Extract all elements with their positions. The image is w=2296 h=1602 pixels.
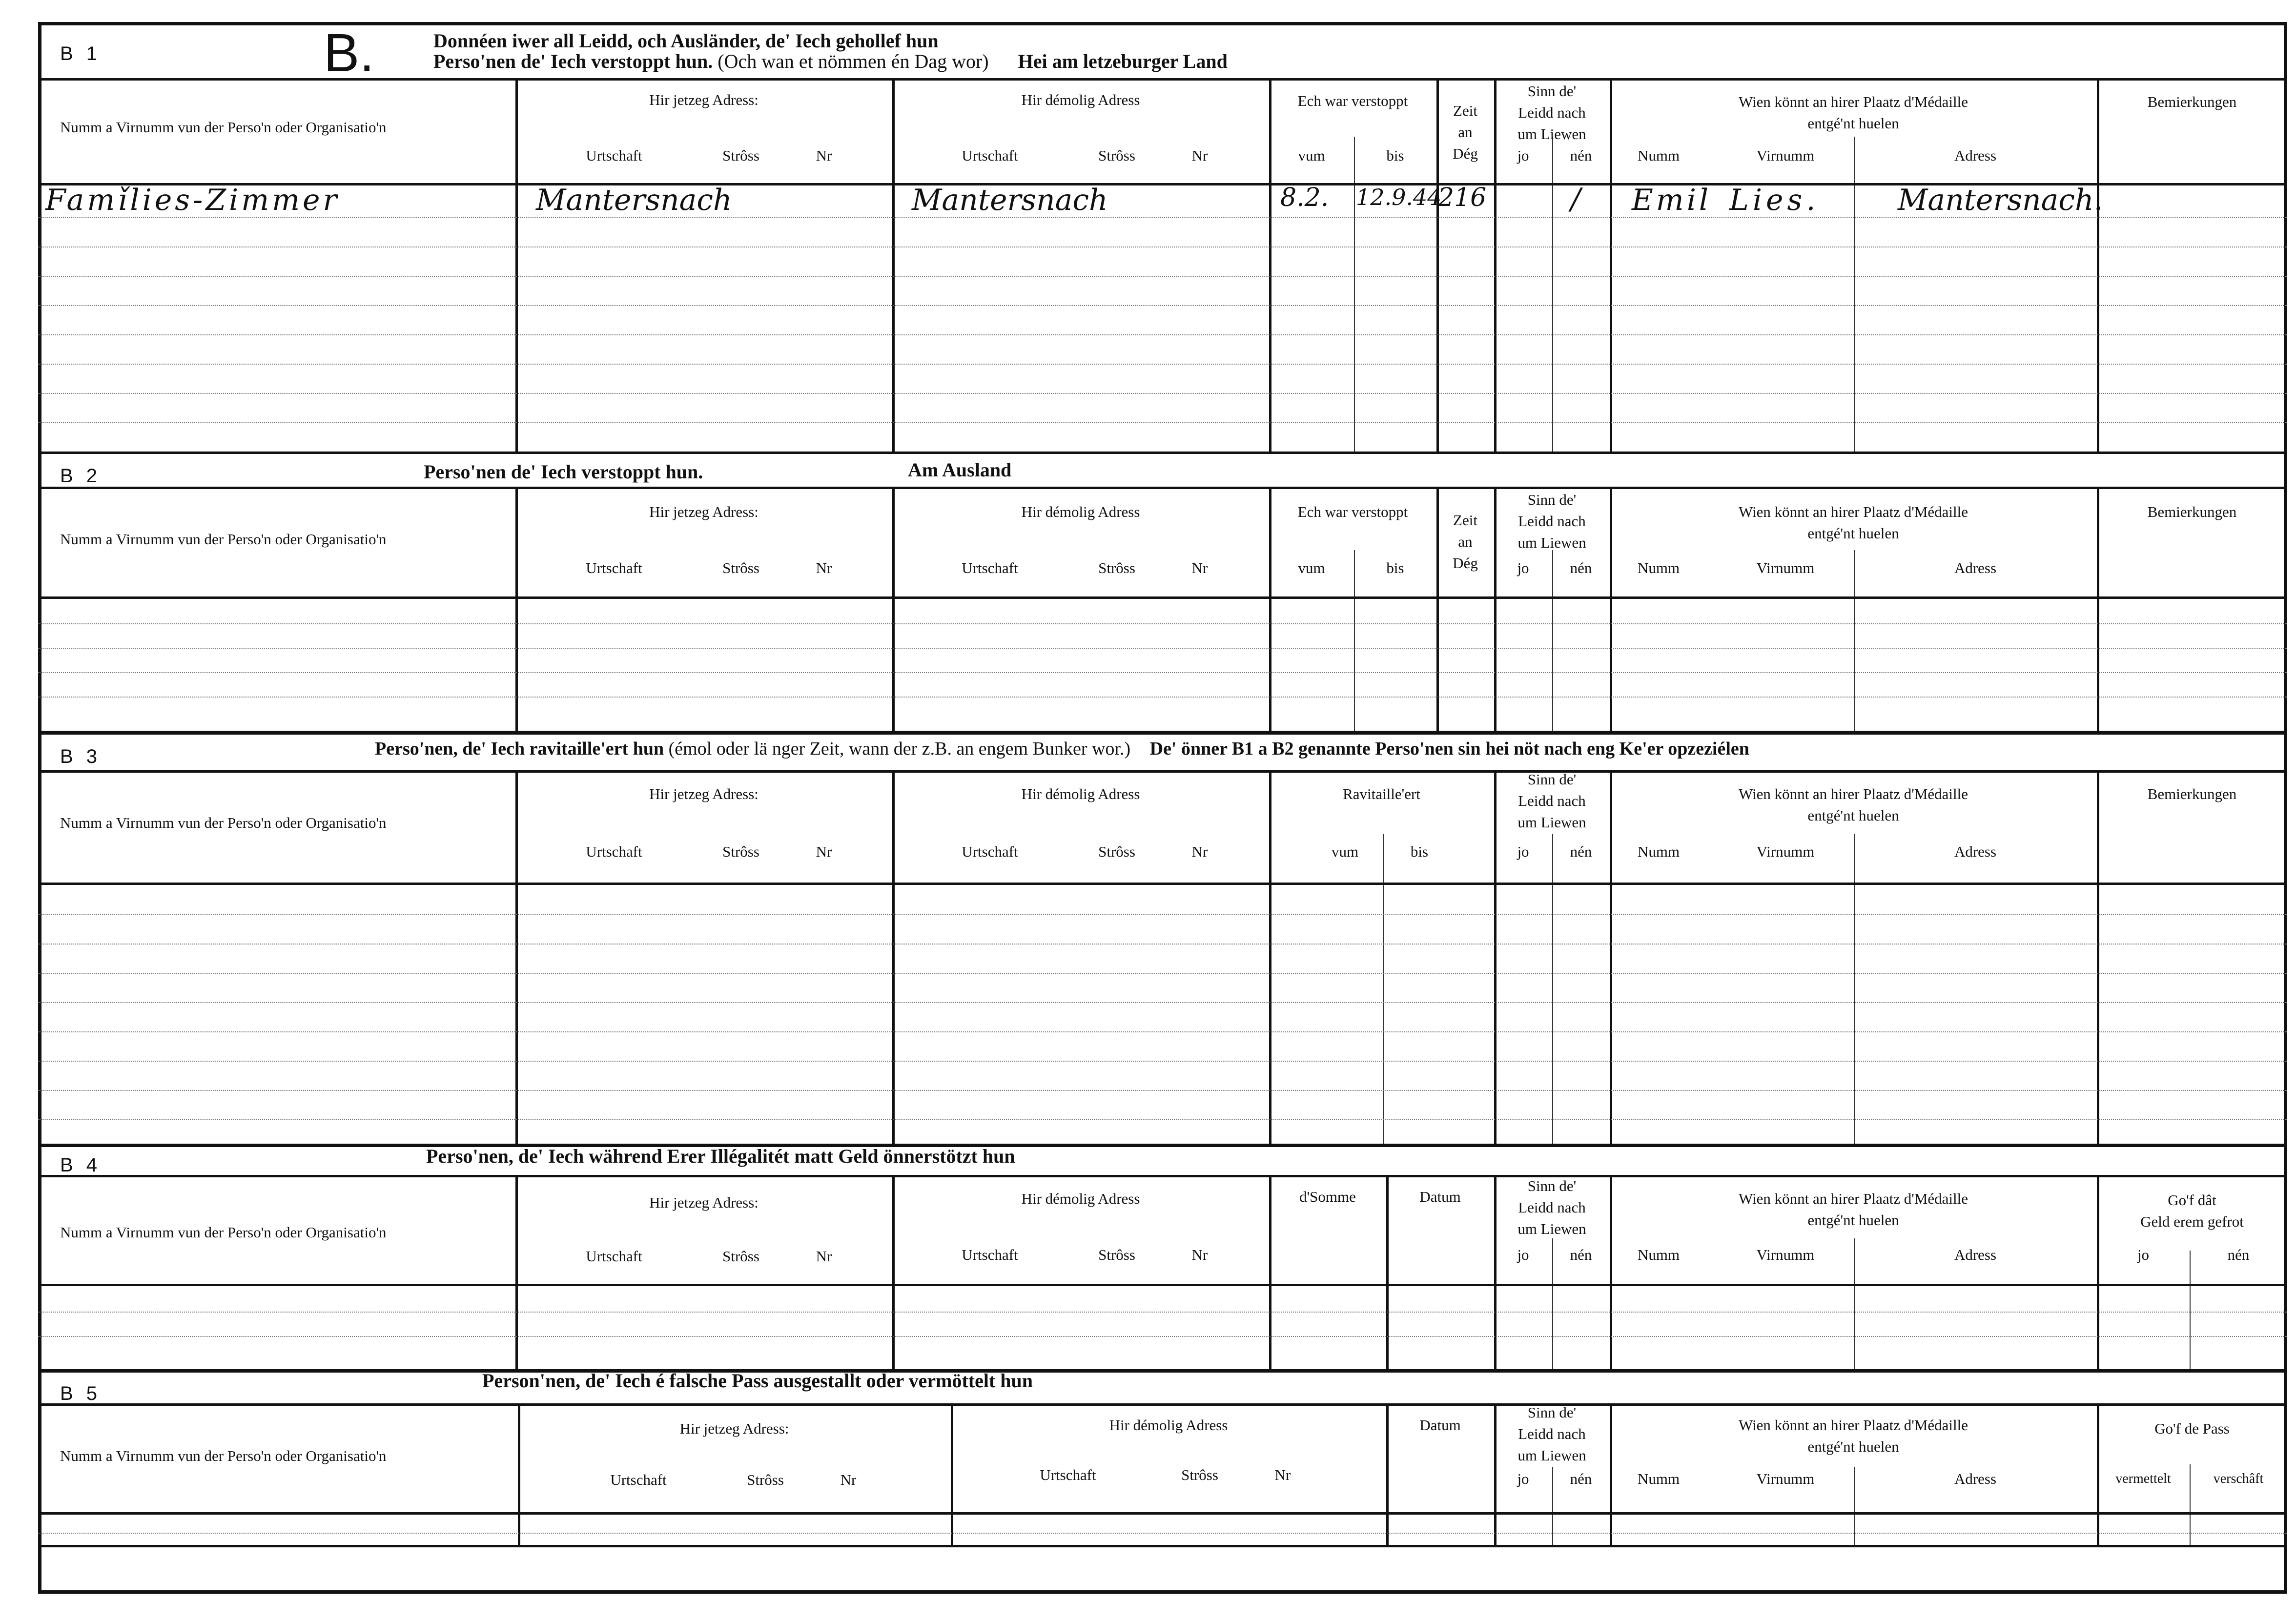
header-former-address: Hir démolig Adress xyxy=(1021,785,1140,802)
header-verschaft: verschâft xyxy=(2213,1471,2264,1486)
header-stross: Strôss xyxy=(1098,147,1135,164)
header-risk-l2: Leidd nach xyxy=(1518,1425,1586,1442)
section-code-b5: B 5 xyxy=(60,1383,102,1404)
section-title-b1-tail: Hei am letzeburger Land xyxy=(1018,50,1228,72)
header-nr: Nr xyxy=(816,559,832,576)
header-pass: Go'f de Pass xyxy=(2154,1420,2230,1437)
divider xyxy=(2097,773,2099,1144)
divider xyxy=(892,489,895,731)
header-risk xyxy=(1494,769,1610,833)
header-hidden: Ech war verstoppt xyxy=(1297,92,1408,109)
table-b4 xyxy=(38,1175,2287,1373)
header-numm: Numm xyxy=(1637,1246,1680,1263)
row-line xyxy=(38,648,2287,649)
header-adress: Adress xyxy=(1954,147,1997,164)
divider xyxy=(2097,81,2099,452)
header-nr: Nr xyxy=(1274,1466,1291,1483)
header-stross: Strôss xyxy=(1098,843,1135,860)
header-medal-l1: Wien könnt an hirer Plaatz d'Médaille xyxy=(1738,1190,1968,1207)
header-risk-l3: um Liewen xyxy=(1517,125,1586,143)
header-stross: Strôss xyxy=(1098,559,1135,576)
header-bis: bis xyxy=(1386,559,1404,576)
divider xyxy=(1610,773,1612,1144)
divider xyxy=(1610,81,1612,452)
header-nen: nén xyxy=(1570,1246,1592,1263)
row-line xyxy=(38,1031,2287,1032)
table-b3 xyxy=(38,770,2287,1146)
header-nr: Nr xyxy=(1191,559,1208,576)
header-nen: nén xyxy=(2227,1246,2250,1263)
header-jo: jo xyxy=(1517,843,1529,860)
row-line xyxy=(38,1090,2287,1091)
header-datum: Datum xyxy=(1419,1188,1461,1205)
row-line xyxy=(38,217,2287,218)
header-current-address: Hir jetzeg Adress: xyxy=(649,1194,758,1211)
section-title-b2: Perso'nen de' Iech verstoppt hun. xyxy=(424,461,703,483)
header-medal-l1: Wien könnt an hirer Plaatz d'Médaille xyxy=(1738,93,1968,110)
header-nr: Nr xyxy=(1191,1246,1208,1263)
header-datum: Datum xyxy=(1419,1417,1461,1434)
divider xyxy=(892,81,895,452)
section-title-b3 xyxy=(375,738,1749,760)
header-risk-l1: Sinn de' xyxy=(1527,1177,1577,1194)
header-current-address: Hir jetzeg Adress: xyxy=(649,91,758,108)
section-code-b3: B 3 xyxy=(60,746,102,767)
section-bar xyxy=(38,452,2287,454)
section-letter: B. xyxy=(324,23,374,83)
header-stross: Strôss xyxy=(722,843,759,860)
divider xyxy=(515,773,518,1144)
header-virnumm: Virnumm xyxy=(1756,559,1815,576)
header-name: Numm a Virnumm vun der Perso'n oder Organisatio'n xyxy=(60,119,387,136)
header-risk-l2: Leidd nach xyxy=(1518,104,1586,121)
header-rule xyxy=(38,596,2287,599)
header-somme: d'Somme xyxy=(1299,1188,1356,1205)
section-bar xyxy=(38,1145,2287,1147)
header-remarks: Bemierkungen xyxy=(2147,785,2237,802)
header-vum: vum xyxy=(1298,147,1325,164)
header-medal-l2: entgé'nt huelen xyxy=(1807,1438,1899,1455)
header-vermettelt: vermettelt xyxy=(2115,1471,2171,1486)
section-bar xyxy=(38,732,2287,735)
section-b5 xyxy=(38,1369,2287,1594)
header-zeit xyxy=(1436,100,1494,164)
table-b2 xyxy=(38,487,2287,733)
header-stross: Strôss xyxy=(1181,1466,1218,1483)
row-line xyxy=(38,697,2287,698)
section-code-b2: B 2 xyxy=(60,465,102,487)
header-rule xyxy=(38,883,2287,885)
divider-thin xyxy=(1552,834,1553,1144)
header-zeit-l1: Zeit xyxy=(1453,512,1477,529)
header-stross: Strôss xyxy=(722,147,759,164)
header-risk-l3: um Liewen xyxy=(1517,1447,1586,1464)
header-current-address: Hir jetzeg Adress: xyxy=(649,785,758,802)
header-numm: Numm xyxy=(1637,843,1680,860)
header-zeit-l3: Dég xyxy=(1453,555,1478,572)
header-medal-l1: Wien könnt an hirer Plaatz d'Médaille xyxy=(1738,1417,1968,1434)
header-virnumm: Virnumm xyxy=(1756,1470,1815,1487)
header-rule xyxy=(38,1512,2287,1515)
header-nr: Nr xyxy=(840,1471,857,1488)
header-risk-l2: Leidd nach xyxy=(1518,792,1586,809)
header-urtschaft: Urtschaft xyxy=(586,843,642,860)
row-line xyxy=(38,1002,2287,1003)
section-title-b1-line1: Donnéen iwer all Leidd, och Ausländer, de' Iech gehollef hun xyxy=(433,30,939,52)
header-nr: Nr xyxy=(816,147,832,164)
header-risk xyxy=(1494,1402,1610,1466)
entry-medal-name: Emil xyxy=(1632,183,1712,217)
header-risk-l3: um Liewen xyxy=(1517,814,1586,831)
divider xyxy=(1269,489,1271,731)
row-line xyxy=(38,1533,2287,1534)
header-numm: Numm xyxy=(1637,1470,1680,1487)
header-adress: Adress xyxy=(1954,559,1997,576)
header-zeit-l3: Dég xyxy=(1453,145,1478,162)
header-bis: bis xyxy=(1386,147,1404,164)
header-nen: nén xyxy=(1570,559,1592,576)
row-line xyxy=(38,1336,2287,1337)
header-zeit xyxy=(1436,510,1494,574)
section-title-b5: Person'nen, de' Iech é falsche Pass ausgestallt oder vermöttelt hun xyxy=(482,1370,1033,1392)
section-title-b1-line2 xyxy=(433,50,1228,73)
section-code-b4: B 4 xyxy=(60,1154,102,1176)
header-urtschaft: Urtschaft xyxy=(610,1471,667,1488)
divider xyxy=(2097,489,2099,731)
divider-thin xyxy=(1854,834,1855,1144)
header-urtschaft: Urtschaft xyxy=(962,1246,1018,1263)
header-adress: Adress xyxy=(1954,843,1997,860)
header-former-address: Hir démolig Adress xyxy=(1021,503,1140,520)
header-nen: nén xyxy=(1570,1470,1592,1487)
row-line xyxy=(38,944,2287,945)
header-zeit-l2: an xyxy=(1458,533,1473,550)
header-risk-l2: Leidd nach xyxy=(1518,1199,1586,1216)
section-b4 xyxy=(38,1145,2287,1374)
header-gift-l1: Go'f dât xyxy=(2168,1191,2216,1209)
header-remarks: Bemierkungen xyxy=(2147,503,2237,520)
row-line xyxy=(38,1312,2287,1313)
section-title-b2-tail: Am Ausland xyxy=(908,459,1012,481)
header-medal xyxy=(1610,1188,2097,1231)
header-zeit-l2: an xyxy=(1458,123,1473,141)
section-b2 xyxy=(38,452,2287,735)
header-remarks: Bemierkungen xyxy=(2147,93,2237,110)
header-urtschaft: Urtschaft xyxy=(586,559,642,576)
header-risk xyxy=(1494,81,1610,145)
divider xyxy=(892,773,895,1144)
section-title-b1-bold: Perso'nen de' Iech verstoppt hun. xyxy=(433,50,713,72)
header-medal xyxy=(1610,783,2097,826)
entry-former-town: Mantersnach xyxy=(912,183,1108,217)
header-risk xyxy=(1494,489,1610,554)
header-urtschaft: Urtschaft xyxy=(962,559,1018,576)
header-nen: nén xyxy=(1570,843,1592,860)
row-line xyxy=(38,973,2287,974)
header-stross: Strôss xyxy=(722,559,759,576)
section-title-b1-note: (Och wan et nömmen én Dag wor) xyxy=(718,50,989,72)
section-b1 xyxy=(38,24,2287,454)
header-nr: Nr xyxy=(816,843,832,860)
header-vum: vum xyxy=(1298,559,1325,576)
row-line xyxy=(38,364,2287,365)
header-nr: Nr xyxy=(1191,147,1208,164)
section-title-b3-tail: De' önner B1 a B2 genannte Perso'nen sin hei nöt nach eng Ke'er opzeziélen xyxy=(1149,739,1749,759)
header-risk-l3: um Liewen xyxy=(1517,1220,1586,1237)
entry-from: 8.2. xyxy=(1280,183,1329,212)
header-urtschaft: Urtschaft xyxy=(586,1248,642,1265)
section-b3 xyxy=(38,732,2287,1147)
entry-medal-address: Mantersnach. xyxy=(1898,183,2103,217)
header-jo: jo xyxy=(1517,147,1529,164)
section-title-b3-note: (émol oder lä nger Zeit, wann der z.B. an engem Bunker wor.) xyxy=(668,739,1131,759)
header-former-address: Hir démolig Adress xyxy=(1109,1417,1228,1434)
header-ravitailleert: Ravitaille'ert xyxy=(1343,785,1420,802)
section-title-b3-bold: Perso'nen, de' Iech ravitaille'ert hun xyxy=(375,739,664,759)
header-gift xyxy=(2097,1190,2287,1232)
row-line xyxy=(38,305,2287,306)
table-b1 xyxy=(38,78,2287,454)
row-line xyxy=(38,1119,2287,1120)
header-urtschaft: Urtschaft xyxy=(962,147,1018,164)
header-name: Numm a Virnumm vun der Perso'n oder Organisatio'n xyxy=(60,1447,387,1464)
row-line xyxy=(38,246,2287,247)
header-medal xyxy=(1610,501,2097,544)
row-line xyxy=(38,623,2287,624)
row-line xyxy=(38,422,2287,423)
header-gift-l2: Geld erem gefrot xyxy=(2140,1213,2244,1230)
header-urtschaft: Urtschaft xyxy=(586,147,642,164)
row-line xyxy=(38,1061,2287,1062)
divider-thin xyxy=(1383,834,1384,1144)
header-name: Numm a Virnumm vun der Perso'n oder Organisatio'n xyxy=(60,1224,387,1241)
header-vum: vum xyxy=(1331,843,1359,860)
header-zeit-l1: Zeit xyxy=(1453,102,1477,119)
section-bar xyxy=(38,1369,2287,1372)
header-nen: nén xyxy=(1570,147,1592,164)
header-risk xyxy=(1494,1175,1610,1240)
header-nr: Nr xyxy=(1191,843,1208,860)
header-former-address: Hir démolig Adress xyxy=(1021,1190,1140,1207)
header-jo: jo xyxy=(1517,1470,1529,1487)
header-name: Numm a Virnumm vun der Perso'n oder Organisatio'n xyxy=(60,814,387,831)
divider xyxy=(1269,81,1271,452)
section-code-b1: B 1 xyxy=(60,43,102,64)
header-hidden: Ech war verstoppt xyxy=(1297,503,1408,520)
entry-days: 216 xyxy=(1438,183,1487,212)
header-medal-l2: entgé'nt huelen xyxy=(1807,525,1899,542)
entry-current-town: Mantersnach xyxy=(536,183,732,217)
header-nr: Nr xyxy=(816,1248,832,1265)
header-risk-l3: um Liewen xyxy=(1517,534,1586,551)
header-numm: Numm xyxy=(1637,559,1680,576)
header-medal-l2: entgé'nt huelen xyxy=(1807,807,1899,824)
header-numm: Numm xyxy=(1637,147,1680,164)
header-stross: Strôss xyxy=(722,1248,759,1265)
header-stross: Strôss xyxy=(747,1471,784,1488)
header-risk-l2: Leidd nach xyxy=(1518,513,1586,530)
header-former-address: Hir démolig Adress xyxy=(1021,91,1140,108)
header-jo: jo xyxy=(2137,1246,2150,1263)
header-medal-l2: entgé'nt huelen xyxy=(1807,1212,1899,1229)
section-title-b4: Perso'nen, de' Iech während Erer Illégalitét matt Geld önnerstötzt hun xyxy=(426,1145,1015,1167)
entry-medal-surname: Lies. xyxy=(1729,183,1820,217)
header-bis: bis xyxy=(1410,843,1429,860)
header-risk-l1: Sinn de' xyxy=(1527,82,1577,100)
header-risk-l1: Sinn de' xyxy=(1527,491,1577,508)
header-current-address: Hir jetzeg Adress: xyxy=(649,503,758,520)
header-medal-l1: Wien könnt an hirer Plaatz d'Médaille xyxy=(1738,503,1968,520)
header-virnumm: Virnumm xyxy=(1756,147,1815,164)
header-jo: jo xyxy=(1517,1246,1529,1263)
header-current-address: Hir jetzeg Adress: xyxy=(679,1420,789,1437)
entry-to: 12.9.44 xyxy=(1356,184,1442,210)
row-line xyxy=(38,393,2287,394)
divider xyxy=(515,81,518,452)
table-b5 xyxy=(38,1403,2287,1547)
header-adress: Adress xyxy=(1954,1246,1997,1263)
header-virnumm: Virnumm xyxy=(1756,1246,1815,1263)
header-adress: Adress xyxy=(1954,1470,1997,1487)
header-risk-l1: Sinn de' xyxy=(1527,1404,1577,1421)
header-medal xyxy=(1610,91,2097,134)
header-rule xyxy=(38,1284,2287,1286)
row-line xyxy=(38,276,2287,277)
row-line xyxy=(38,334,2287,335)
header-medal-l1: Wien könnt an hirer Plaatz d'Médaille xyxy=(1738,785,1968,802)
header-virnumm: Virnumm xyxy=(1756,843,1815,860)
entry-name: Famǐlies-Zimmer xyxy=(45,183,340,217)
header-urtschaft: Urtschaft xyxy=(1040,1466,1096,1483)
header-medal-l2: entgé'nt huelen xyxy=(1807,115,1899,132)
header-risk-l1: Sinn de' xyxy=(1527,771,1577,788)
header-medal xyxy=(1610,1415,2097,1458)
header-jo: jo xyxy=(1517,559,1529,576)
entry-risk-mark: / xyxy=(1571,182,1581,216)
row-line xyxy=(38,672,2287,673)
divider-thin xyxy=(2190,1251,2191,1370)
row-line xyxy=(38,914,2287,915)
header-name: Numm a Virnumm vun der Perso'n oder Organisatio'n xyxy=(60,531,387,548)
divider xyxy=(1269,773,1271,1144)
header-urtschaft: Urtschaft xyxy=(962,843,1018,860)
header-stross: Strôss xyxy=(1098,1246,1135,1263)
divider xyxy=(515,489,518,731)
